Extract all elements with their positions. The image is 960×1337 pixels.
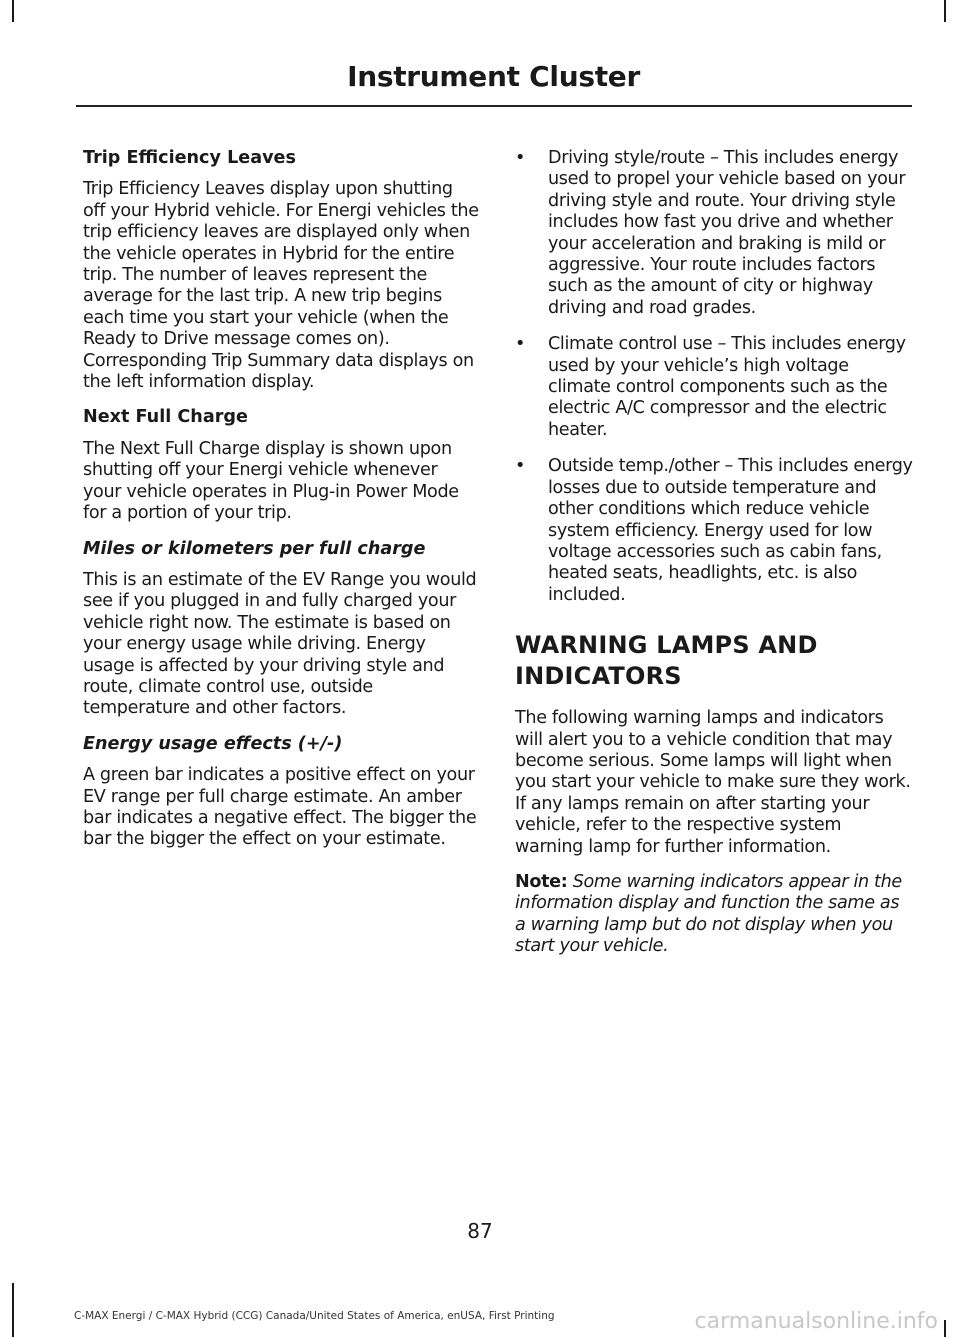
- paragraph-miles-per-charge: This is an estimate of the EV Range you would see if you plugged in and fully charged your vehicle right now. The estimate is based on your energy usage while driving. Energy usage is affected by your driving style and route, climate control use, outside temperature and other factors.: [83, 569, 477, 719]
- crop-mark-top-left: [12, 0, 14, 22]
- paragraph-warning-lamps: The following warning lamps and indicators will alert you to a vehicle condition that may become serious. Some lamps will light when you start your vehicle to make sure they work. If any lamps remain on after starting your vehicle, refer to the respective system warning lamp for further information.: [515, 708, 911, 857]
- header-rule: [76, 105, 912, 107]
- page-title: Instrument Cluster: [347, 60, 640, 93]
- paragraph-energy-usage-effects: A green bar indicates a positive effect on your EV range per full charge estimate. An amber bar indicates a negative effect. The bigger the bar the bigger the effect on your estimate.: [83, 765, 477, 850]
- right-column: [515, 148, 913, 972]
- paragraph-trip-efficiency: Trip Efficiency Leaves display upon shutting off your Hybrid vehicle. For Energi vehicles the trip efficiency leaves are displayed only when the vehicle operates in Hybrid for the entire trip. The number of leaves represent the average for the last trip. A new trip begins each time you start your vehicle (when the Ready to Drive message comes on). Corresponding Trip Summary data displays on the left information display.: [83, 179, 479, 393]
- heading-line-1: WARNING LAMPS AND: [515, 631, 818, 660]
- subheading-energy-usage-effects: Energy usage effects (+/-): [83, 733, 343, 754]
- section-heading-warning-lamps: [515, 630, 913, 692]
- subheading-miles-per-charge: Miles or kilometers per full charge: [83, 538, 426, 559]
- crop-mark-bottom-left: [12, 1283, 14, 1337]
- footer-text: C-MAX Energi / C-MAX Hybrid (CCG) Canada/United States of America, enUSA, First Printing: [74, 1310, 555, 1322]
- note: [515, 872, 913, 958]
- watermark: carmanualsonline.info: [694, 1309, 938, 1334]
- left-column: [83, 148, 479, 865]
- list-item: • Outside temp./other – This includes energy losses due to outside temperature and other conditions which reduce vehicle system efficiency. Energy used for low voltage accessories such as cabin fans, heated seats, headlights, etc. is also included.: [515, 456, 913, 606]
- list-item: • Climate control use – This includes energy used by your vehicle’s high voltage climate control components such as the electric A/C compressor and the electric heater.: [515, 334, 913, 441]
- section-heading-trip-efficiency: Trip Efficiency Leaves: [83, 148, 296, 168]
- crop-mark-bottom-right: [944, 1320, 946, 1337]
- bullet-list: [515, 148, 913, 606]
- note-label: Note:: [515, 871, 568, 892]
- paragraph-next-full-charge: The Next Full Charge display is shown upon shutting off your Energi vehicle whenever your vehicle operates in Plug-in Power Mode for a portion of your trip.: [83, 438, 459, 524]
- heading-line-2: INDICATORS: [515, 662, 682, 691]
- list-item: • Driving style/route – This includes energy used to propel your vehicle based on your driving style and route. Your driving style includes how fast you drive and whether your acceleration and braking is mild or aggressive. Your route includes factors such as the amount of city or highway driving and road grades.: [515, 148, 913, 319]
- page-number: 87: [467, 1219, 493, 1243]
- section-heading-next-full-charge: Next Full Charge: [83, 407, 248, 428]
- note-text: Some warning indicators appear in the information display and function the same as a warning lamp but do not display when you start your vehicle.: [515, 871, 902, 957]
- crop-mark-top-right: [944, 0, 946, 22]
